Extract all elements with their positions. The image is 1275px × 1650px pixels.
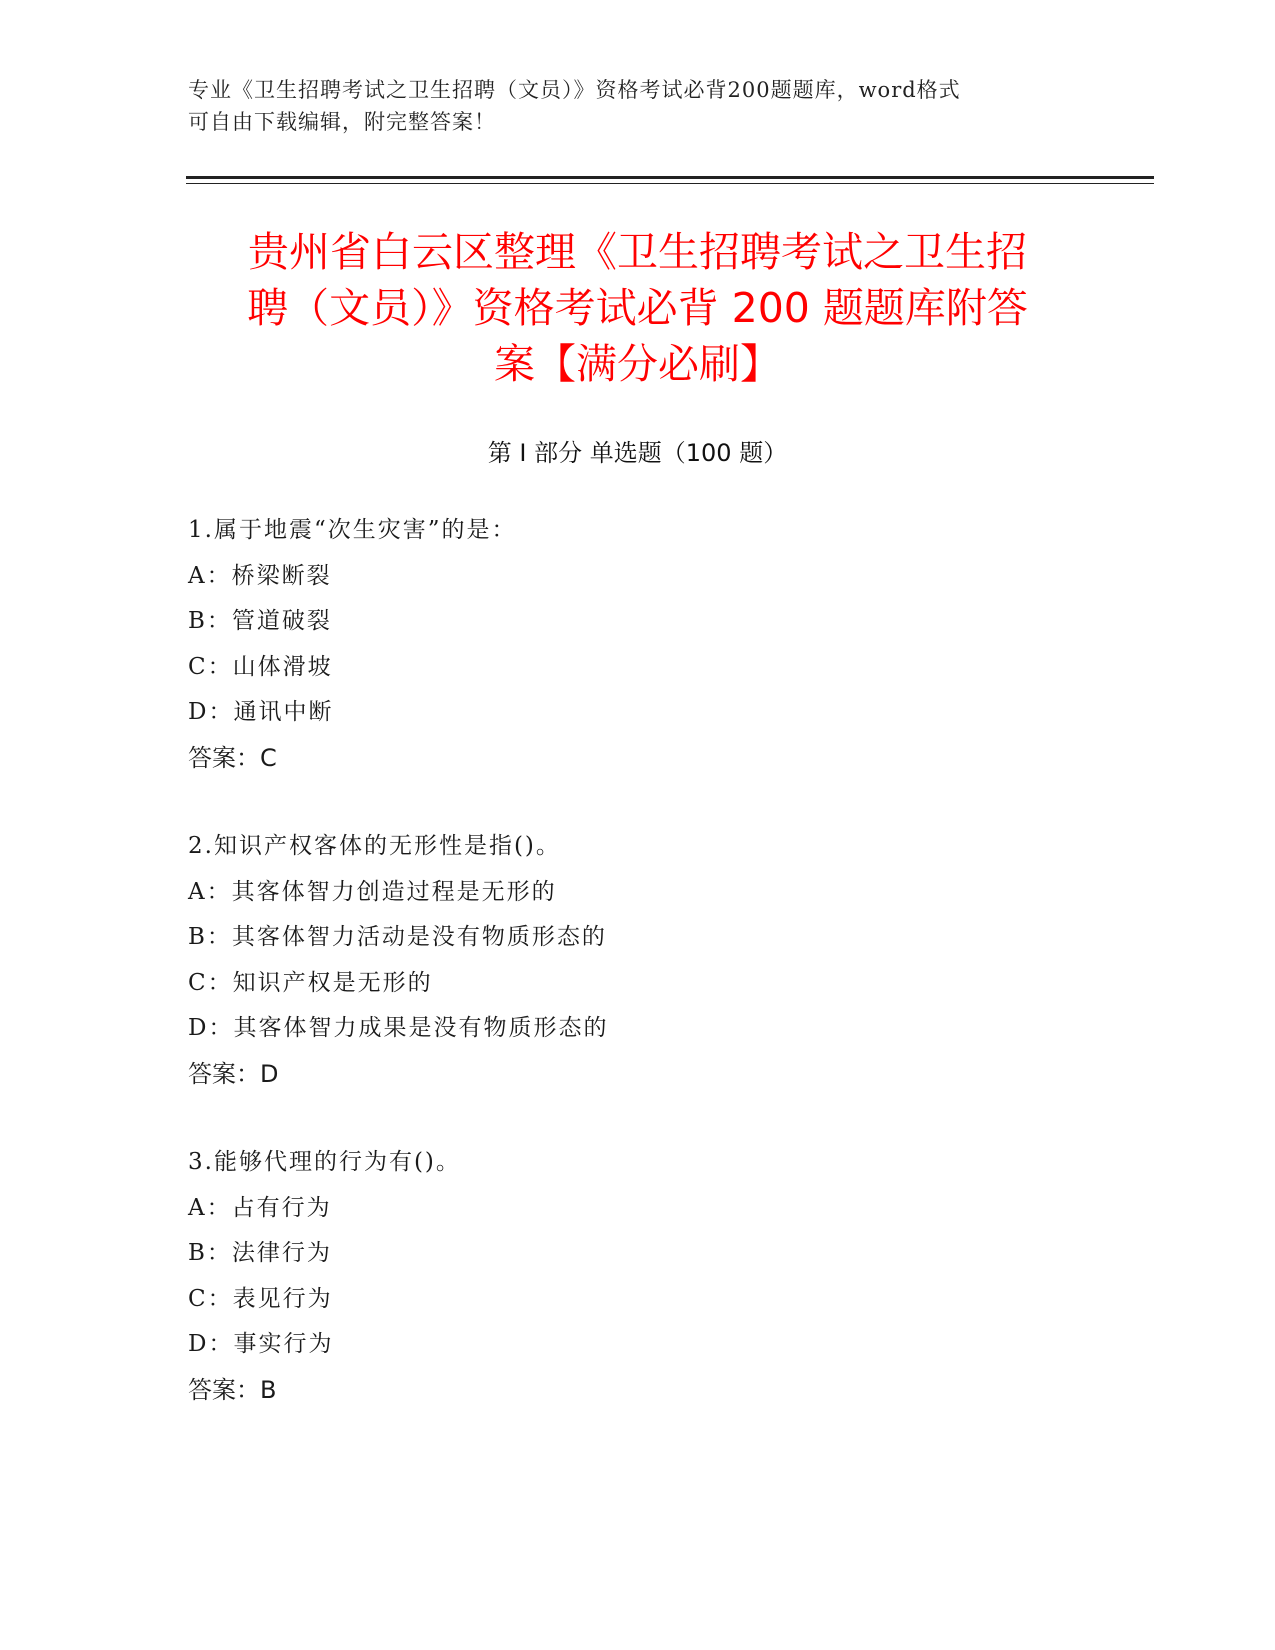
header-note-line-2: 可自由下载编辑，附完整答案！ bbox=[188, 110, 496, 134]
question-2 bbox=[188, 824, 1088, 1097]
header-divider-thick bbox=[186, 176, 1154, 179]
option-a: A：其客体智力创造过程是无形的 bbox=[188, 878, 557, 905]
option-b: B：法律行为 bbox=[188, 1240, 332, 1266]
header-divider-thin bbox=[186, 183, 1154, 184]
option-d: D：其客体智力成果是没有物质形态的 bbox=[188, 1015, 609, 1041]
question-stem: 3.能够代理的行为有()。 bbox=[188, 1149, 461, 1175]
option-c: C：知识产权是无形的 bbox=[188, 969, 433, 996]
option-b: B：管道破裂 bbox=[188, 608, 332, 634]
answer: 答案：C bbox=[188, 743, 277, 772]
option-a: A：桥梁断裂 bbox=[188, 562, 332, 589]
document-title-line-1: 贵州省白云区整理《卫生招聘考试之卫生招 bbox=[248, 228, 1027, 276]
header-note-line-1: 专业《卫生招聘考试之卫生招聘（文员）》资格考试必背200题题库，word格式 bbox=[188, 78, 961, 102]
option-d: D：事实行为 bbox=[188, 1331, 334, 1357]
header-note bbox=[188, 74, 1068, 138]
option-c: C：表见行为 bbox=[188, 1285, 333, 1312]
option-c: C：山体滑坡 bbox=[188, 653, 333, 680]
document-title-line-2: 聘（文员）》资格考试必背 200 题题库附答 bbox=[247, 284, 1028, 332]
question-1 bbox=[188, 508, 1088, 781]
option-d: D：通讯中断 bbox=[188, 699, 334, 725]
question-3 bbox=[188, 1140, 1088, 1413]
option-b: B：其客体智力活动是没有物质形态的 bbox=[188, 924, 607, 950]
document-title-line-3: 案【满分必刷】 bbox=[494, 340, 781, 388]
document-title bbox=[190, 224, 1085, 392]
section-title: 第 I 部分 单选题（100 题） bbox=[487, 439, 788, 467]
answer: 答案：D bbox=[188, 1059, 279, 1088]
question-stem: 2.知识产权客体的无形性是指()。 bbox=[188, 833, 561, 859]
option-a: A：占有行为 bbox=[188, 1194, 332, 1221]
answer: 答案：B bbox=[188, 1375, 277, 1404]
question-stem: 1.属于地震“次生灾害”的是： bbox=[188, 517, 517, 543]
